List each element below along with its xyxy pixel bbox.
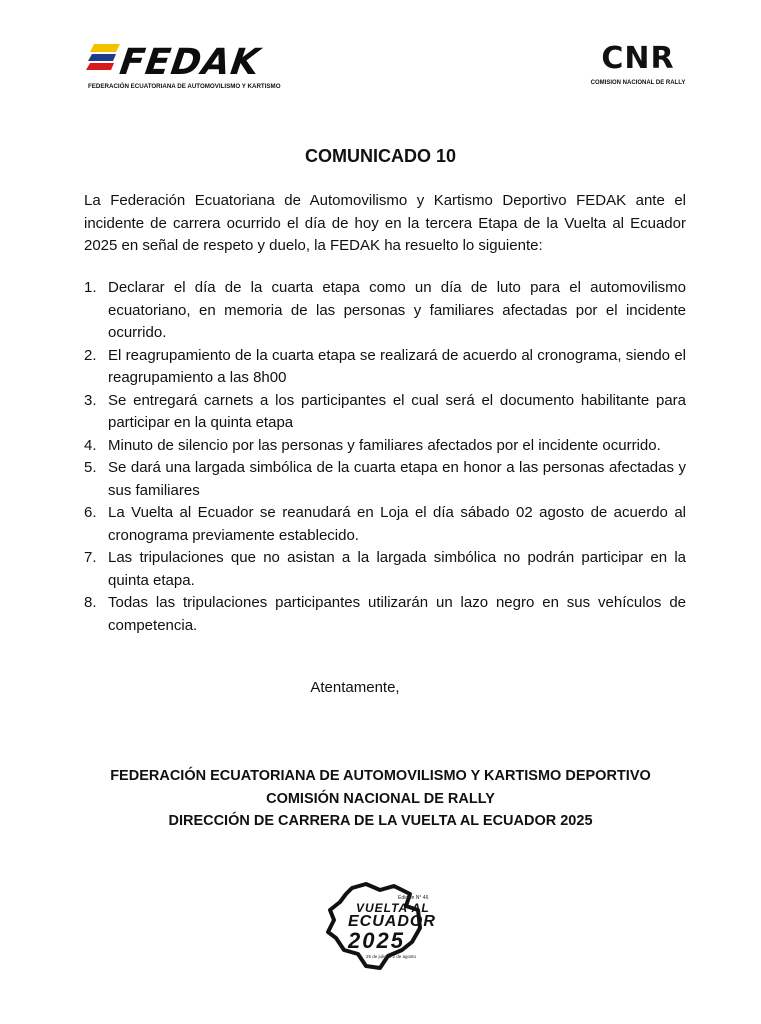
- list-item-text: Se dará una largada simbólica de la cuarta etapa en honor a las personas afectadas y sus familiares: [108, 459, 686, 499]
- logo-dates: 25 de julio al 2 de agosto: [366, 954, 417, 959]
- list-item: [84, 457, 686, 502]
- list-item-text: Declarar el día de la cuarta etapa como un día de luto para el automovilismo ecuatoriano, en memoria de las personas y familiares afectadas por el incidente ocurrido.: [108, 279, 686, 341]
- list-item-number: 1.: [84, 279, 97, 296]
- list-item-text: Las tripulaciones que no asistan a la largada simbólica no podrán participar en la quinta etapa.: [108, 549, 686, 589]
- cnr-logo-subtitle: COMISION NACIONAL DE RALLY: [590, 80, 686, 86]
- list-item: [84, 390, 686, 435]
- intro-paragraph: La Federación Ecuatoriana de Automovilismo y Kartismo Deportivo FEDAK ante el incidente de carrera ocurrido el día de hoy en la tercera Etapa de la Vuelta al Ecuador 2025 en señal de respeto y duelo, la FEDAK ha resuelto lo siguiente:: [84, 192, 686, 254]
- list-item-text: Minuto de silencio por las personas y familiares afectados por el incidente ocurrido.: [108, 436, 661, 454]
- logo-line-vuelta: VUELTA AL: [356, 901, 430, 915]
- list-item: [84, 547, 686, 592]
- list-item-number: 8.: [84, 594, 97, 611]
- fedak-logo-subtitle: FEDERACIÓN ECUATORIANA DE AUTOMOVILISMO Y KARTISMO: [88, 83, 281, 90]
- logo-line-ecuador: ECUADOR: [348, 913, 436, 930]
- fedak-logo: [86, 42, 286, 98]
- list-item: [84, 277, 686, 345]
- list-item-number: 6.: [84, 504, 97, 521]
- list-item-number: 2.: [84, 346, 97, 364]
- fedak-logo-text: FEDAK: [117, 42, 263, 83]
- list-item-text: Se entregará carnets a los participantes el cual será el documento habilitante para participar en la quinta etapa: [108, 391, 686, 431]
- list-item-number: 7.: [84, 549, 97, 566]
- list-item-text: La Vuelta al Ecuador se reanudará en Loja el día sábado 02 agosto de acuerdo al cronograma previamente establecido.: [108, 504, 686, 544]
- logo-edition: Edición N° 46: [398, 895, 429, 901]
- signature-block: [0, 765, 761, 833]
- list-item: [84, 345, 686, 390]
- vuelta-ecuador-logo: [322, 880, 444, 972]
- logo-line-year: 2025: [348, 928, 405, 953]
- list-item-number: 5.: [84, 459, 97, 476]
- list-item-text: El reagrupamiento de la cuarta etapa se realizará de acuerdo al cronograma, siendo el reagrupamiento a las 8h00: [108, 346, 686, 386]
- resolution-list: [84, 277, 686, 637]
- closing-text: Atentamente,: [310, 679, 400, 696]
- list-item-number: 3.: [84, 391, 97, 409]
- cnr-logo: [588, 42, 688, 92]
- list-item: [84, 502, 686, 547]
- list-item-number: 4.: [84, 436, 97, 454]
- signature-line-commission: COMISIÓN NACIONAL DE RALLY: [266, 790, 495, 807]
- cnr-logo-text: CNR: [601, 41, 675, 76]
- list-item: [84, 592, 686, 637]
- signature-line-federation: FEDERACIÓN ECUATORIANA DE AUTOMOVILISMO Y KARTISMO DEPORTIVO: [110, 768, 651, 784]
- list-item-text: Todas las tripulaciones participantes utilizarán un lazo negro en sus vehículos de competencia.: [108, 594, 686, 634]
- signature-line-race-direction: DIRECCIÓN DE CARRERA DE LA VUELTA AL ECUADOR 2025: [168, 813, 593, 829]
- document-title: COMUNICADO 10: [304, 146, 456, 166]
- list-item: [84, 435, 686, 458]
